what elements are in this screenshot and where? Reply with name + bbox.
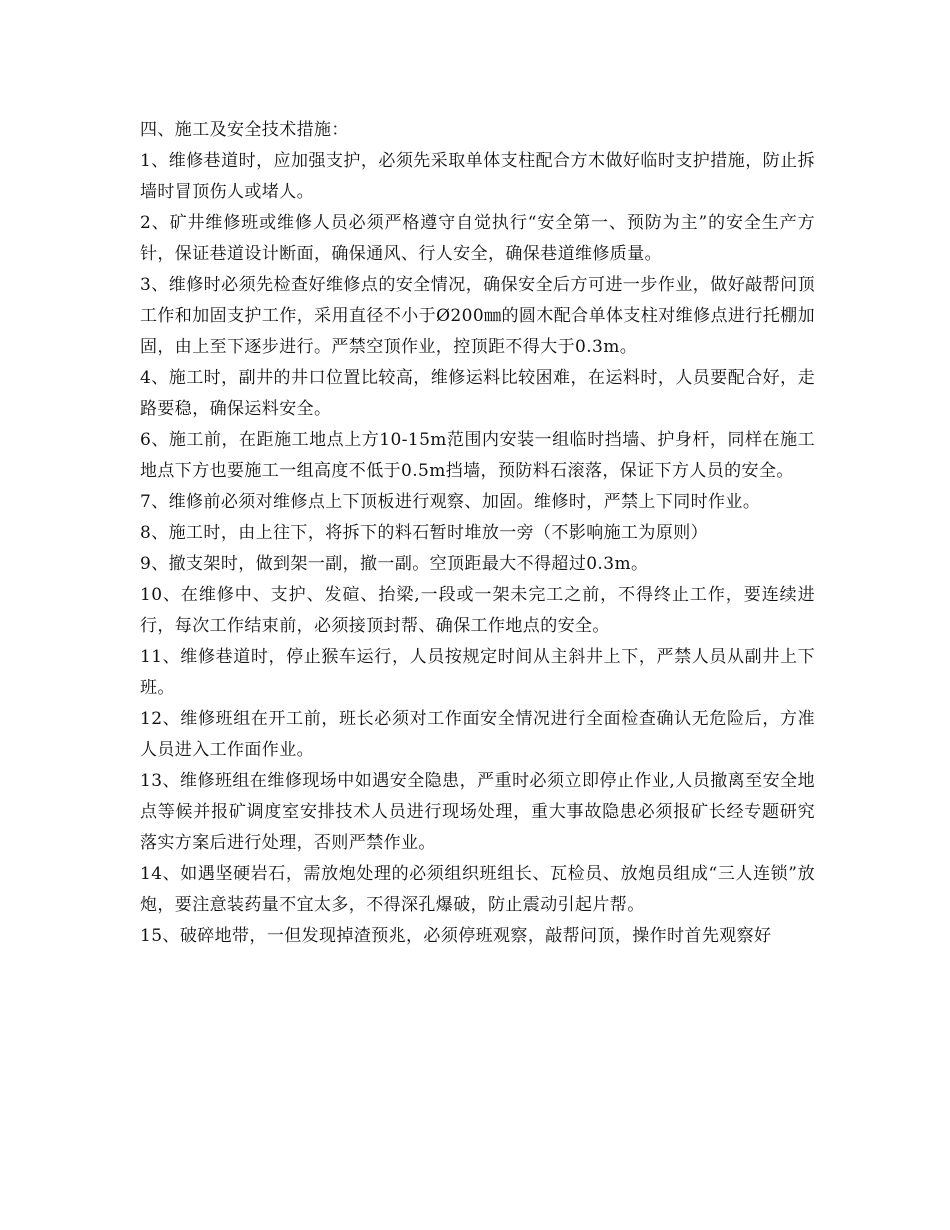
paragraph-item-3: 3、维修时必须先检查好维修点的安全情况，确保安全后方可进一步作业，做好敲帮问顶工作和加固支护工作，采用直径不小于Ø200㎜的圆木配合单体支柱对维修点进行托棚加固，由上至下逐步进行。严禁空顶作业，控顶距不得大于0.3m。 xyxy=(140,275,815,357)
paragraph-item-1: 1、维修巷道时，应加强支护，必须先采取单体支柱配合方木做好临时支护措施，防止拆墙时冒顶伤人或堵人。 xyxy=(140,151,815,202)
paragraph-item-7: 7、维修前必须对维修点上下顶板进行观察、加固。维修时，严禁上下同时作业。 xyxy=(140,492,761,512)
paragraph-item-8: 8、施工时，由上往下，将拆下的料石暂时堆放一旁（不影响施工为原则） xyxy=(140,523,709,543)
document-body xyxy=(140,115,815,952)
section-heading: 四、施工及安全技术措施： xyxy=(140,120,349,140)
paragraph-item-11: 11、维修巷道时，停止猴车运行，人员按规定时间从主斜井上下，严禁人员从副井上下班。 xyxy=(140,647,815,698)
paragraph-item-10: 10、在维修中、支护、发碹、抬梁,一段或一架未完工之前，不得终止工作，要连续进行，每次工作结束前，必须接顶封帮、确保工作地点的安全。 xyxy=(140,585,815,636)
paragraph-item-2: 2、矿井维修班或维修人员必须严格遵守自觉执行“安全第一、预防为主”的安全生产方针，保证巷道设计断面，确保通风、行人安全，确保巷道维修质量。 xyxy=(140,213,815,264)
paragraph-item-15: 15、破碎地带，一但发现掉渣预兆，必须停班观察，敲帮问顶，操作时首先观察好 xyxy=(140,926,772,946)
paragraph-item-4: 4、施工时，副井的井口位置比较高，维修运料比较困难，在运料时，人员要配合好，走路要稳，确保运料安全。 xyxy=(140,368,815,419)
paragraph-item-12: 12、维修班组在开工前，班长必须对工作面安全情况进行全面检查确认无危险后，方准人员进入工作面作业。 xyxy=(140,709,815,760)
paragraph-item-13: 13、维修班组在维修现场中如遇安全隐患，严重时必须立即停止作业,人员撤离至安全地点等候并报矿调度室安排技术人员进行现场处理，重大事故隐患必须报矿长经专题研究落实方案后进行处理，否则严禁作业。 xyxy=(140,771,815,853)
paragraph-item-14: 14、如遇坚硬岩石，需放炮处理的必须组织班组长、瓦检员、放炮员组成“三人连锁”放炮，要注意装药量不宜太多，不得深孔爆破，防止震动引起片帮。 xyxy=(140,864,815,915)
paragraph-item-9: 9、撤支架时，做到架一副，撤一副。空顶距最大不得超过0.3m。 xyxy=(140,554,649,574)
paragraph-item-6: 6、施工前，在距施工地点上方10-15m范围内安装一组临时挡墙、护身杆，同样在施工地点下方也要施工一组高度不低于0.5m挡墙，预防料石滚落，保证下方人员的安全。 xyxy=(140,430,815,481)
